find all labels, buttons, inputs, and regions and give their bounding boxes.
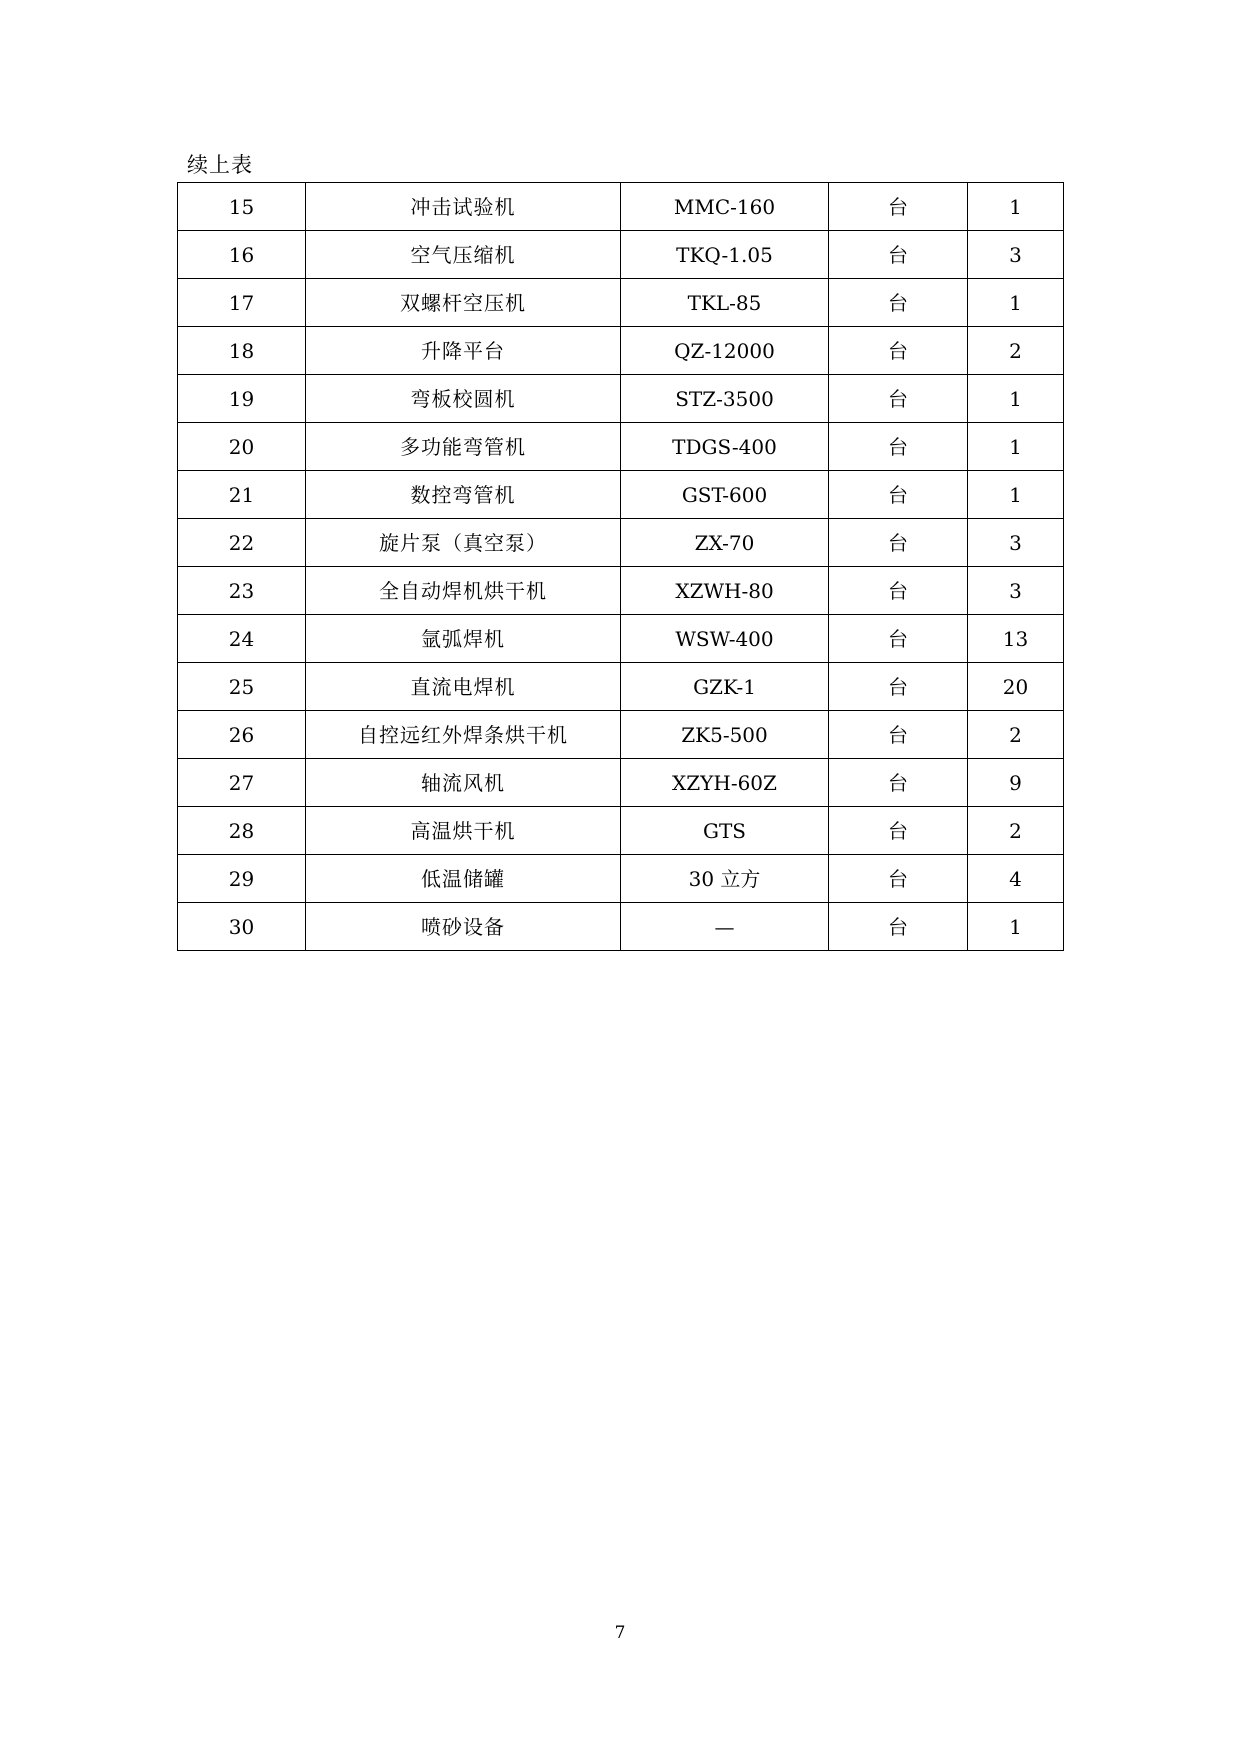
row-number-cell: 16 <box>178 231 306 279</box>
equipment-name-cell: 高温烘干机 <box>306 807 621 855</box>
model-cell: WSW-400 <box>621 615 829 663</box>
row-number-cell: 21 <box>178 471 306 519</box>
equipment-name-cell: 低温储罐 <box>306 855 621 903</box>
quantity-cell: 1 <box>968 375 1064 423</box>
model-cell: QZ-12000 <box>621 327 829 375</box>
quantity-cell: 1 <box>968 423 1064 471</box>
row-number-cell: 26 <box>178 711 306 759</box>
quantity-cell: 20 <box>968 663 1064 711</box>
table-row <box>178 759 1064 807</box>
equipment-name-cell: 数控弯管机 <box>306 471 621 519</box>
model-cell: ZK5-500 <box>621 711 829 759</box>
unit-cell: 台 <box>829 423 968 471</box>
equipment-name-cell: 空气压缩机 <box>306 231 621 279</box>
table-row <box>178 183 1064 231</box>
equipment-name-cell: 双螺杆空压机 <box>306 279 621 327</box>
quantity-cell: 2 <box>968 711 1064 759</box>
table-continuation-caption: 续上表 <box>187 153 253 177</box>
unit-cell: 台 <box>829 231 968 279</box>
table-row <box>178 375 1064 423</box>
unit-cell: 台 <box>829 663 968 711</box>
model-cell: ZX-70 <box>621 519 829 567</box>
unit-cell: 台 <box>829 327 968 375</box>
equipment-name-cell: 弯板校圆机 <box>306 375 621 423</box>
model-cell: 30 立方 <box>621 855 829 903</box>
model-cell: TKQ-1.05 <box>621 231 829 279</box>
quantity-cell: 9 <box>968 759 1064 807</box>
row-number-cell: 20 <box>178 423 306 471</box>
row-number-cell: 23 <box>178 567 306 615</box>
table-row <box>178 471 1064 519</box>
unit-cell: 台 <box>829 903 968 951</box>
equipment-name-cell: 喷砂设备 <box>306 903 621 951</box>
quantity-cell: 3 <box>968 519 1064 567</box>
model-cell: TKL-85 <box>621 279 829 327</box>
equipment-name-cell: 直流电焊机 <box>306 663 621 711</box>
row-number-cell: 25 <box>178 663 306 711</box>
unit-cell: 台 <box>829 855 968 903</box>
quantity-cell: 4 <box>968 855 1064 903</box>
model-cell: GTS <box>621 807 829 855</box>
unit-cell: 台 <box>829 711 968 759</box>
equipment-table-body <box>178 183 1064 951</box>
row-number-cell: 22 <box>178 519 306 567</box>
equipment-name-cell: 冲击试验机 <box>306 183 621 231</box>
row-number-cell: 27 <box>178 759 306 807</box>
row-number-cell: 18 <box>178 327 306 375</box>
table-row <box>178 327 1064 375</box>
table-row <box>178 279 1064 327</box>
quantity-cell: 1 <box>968 183 1064 231</box>
quantity-cell: 2 <box>968 807 1064 855</box>
table-row <box>178 615 1064 663</box>
row-number-cell: 17 <box>178 279 306 327</box>
row-number-cell: 19 <box>178 375 306 423</box>
table-row <box>178 567 1064 615</box>
table-row <box>178 903 1064 951</box>
table-row <box>178 855 1064 903</box>
unit-cell: 台 <box>829 759 968 807</box>
model-cell: XZYH-60Z <box>621 759 829 807</box>
quantity-cell: 3 <box>968 231 1064 279</box>
unit-cell: 台 <box>829 807 968 855</box>
unit-cell: 台 <box>829 471 968 519</box>
model-cell: XZWH-80 <box>621 567 829 615</box>
quantity-cell: 1 <box>968 279 1064 327</box>
unit-cell: 台 <box>829 375 968 423</box>
table-row <box>178 423 1064 471</box>
table-row <box>178 519 1064 567</box>
quantity-cell: 1 <box>968 903 1064 951</box>
model-cell: TDGS-400 <box>621 423 829 471</box>
quantity-cell: 13 <box>968 615 1064 663</box>
model-cell: GZK-1 <box>621 663 829 711</box>
unit-cell: 台 <box>829 519 968 567</box>
equipment-name-cell: 多功能弯管机 <box>306 423 621 471</box>
equipment-name-cell: 氩弧焊机 <box>306 615 621 663</box>
model-cell: MMC-160 <box>621 183 829 231</box>
unit-cell: 台 <box>829 567 968 615</box>
equipment-name-cell: 升降平台 <box>306 327 621 375</box>
quantity-cell: 1 <box>968 471 1064 519</box>
page-number: 7 <box>614 1623 626 1643</box>
row-number-cell: 24 <box>178 615 306 663</box>
model-cell: — <box>621 903 829 951</box>
equipment-name-cell: 旋片泵（真空泵） <box>306 519 621 567</box>
equipment-table <box>177 182 1064 951</box>
equipment-name-cell: 全自动焊机烘干机 <box>306 567 621 615</box>
table-row <box>178 807 1064 855</box>
table-row <box>178 711 1064 759</box>
table-row <box>178 231 1064 279</box>
row-number-cell: 28 <box>178 807 306 855</box>
unit-cell: 台 <box>829 615 968 663</box>
quantity-cell: 2 <box>968 327 1064 375</box>
quantity-cell: 3 <box>968 567 1064 615</box>
model-cell: GST-600 <box>621 471 829 519</box>
equipment-name-cell: 轴流风机 <box>306 759 621 807</box>
row-number-cell: 29 <box>178 855 306 903</box>
table-row <box>178 663 1064 711</box>
model-cell: STZ-3500 <box>621 375 829 423</box>
row-number-cell: 30 <box>178 903 306 951</box>
unit-cell: 台 <box>829 279 968 327</box>
unit-cell: 台 <box>829 183 968 231</box>
row-number-cell: 15 <box>178 183 306 231</box>
equipment-name-cell: 自控远红外焊条烘干机 <box>306 711 621 759</box>
